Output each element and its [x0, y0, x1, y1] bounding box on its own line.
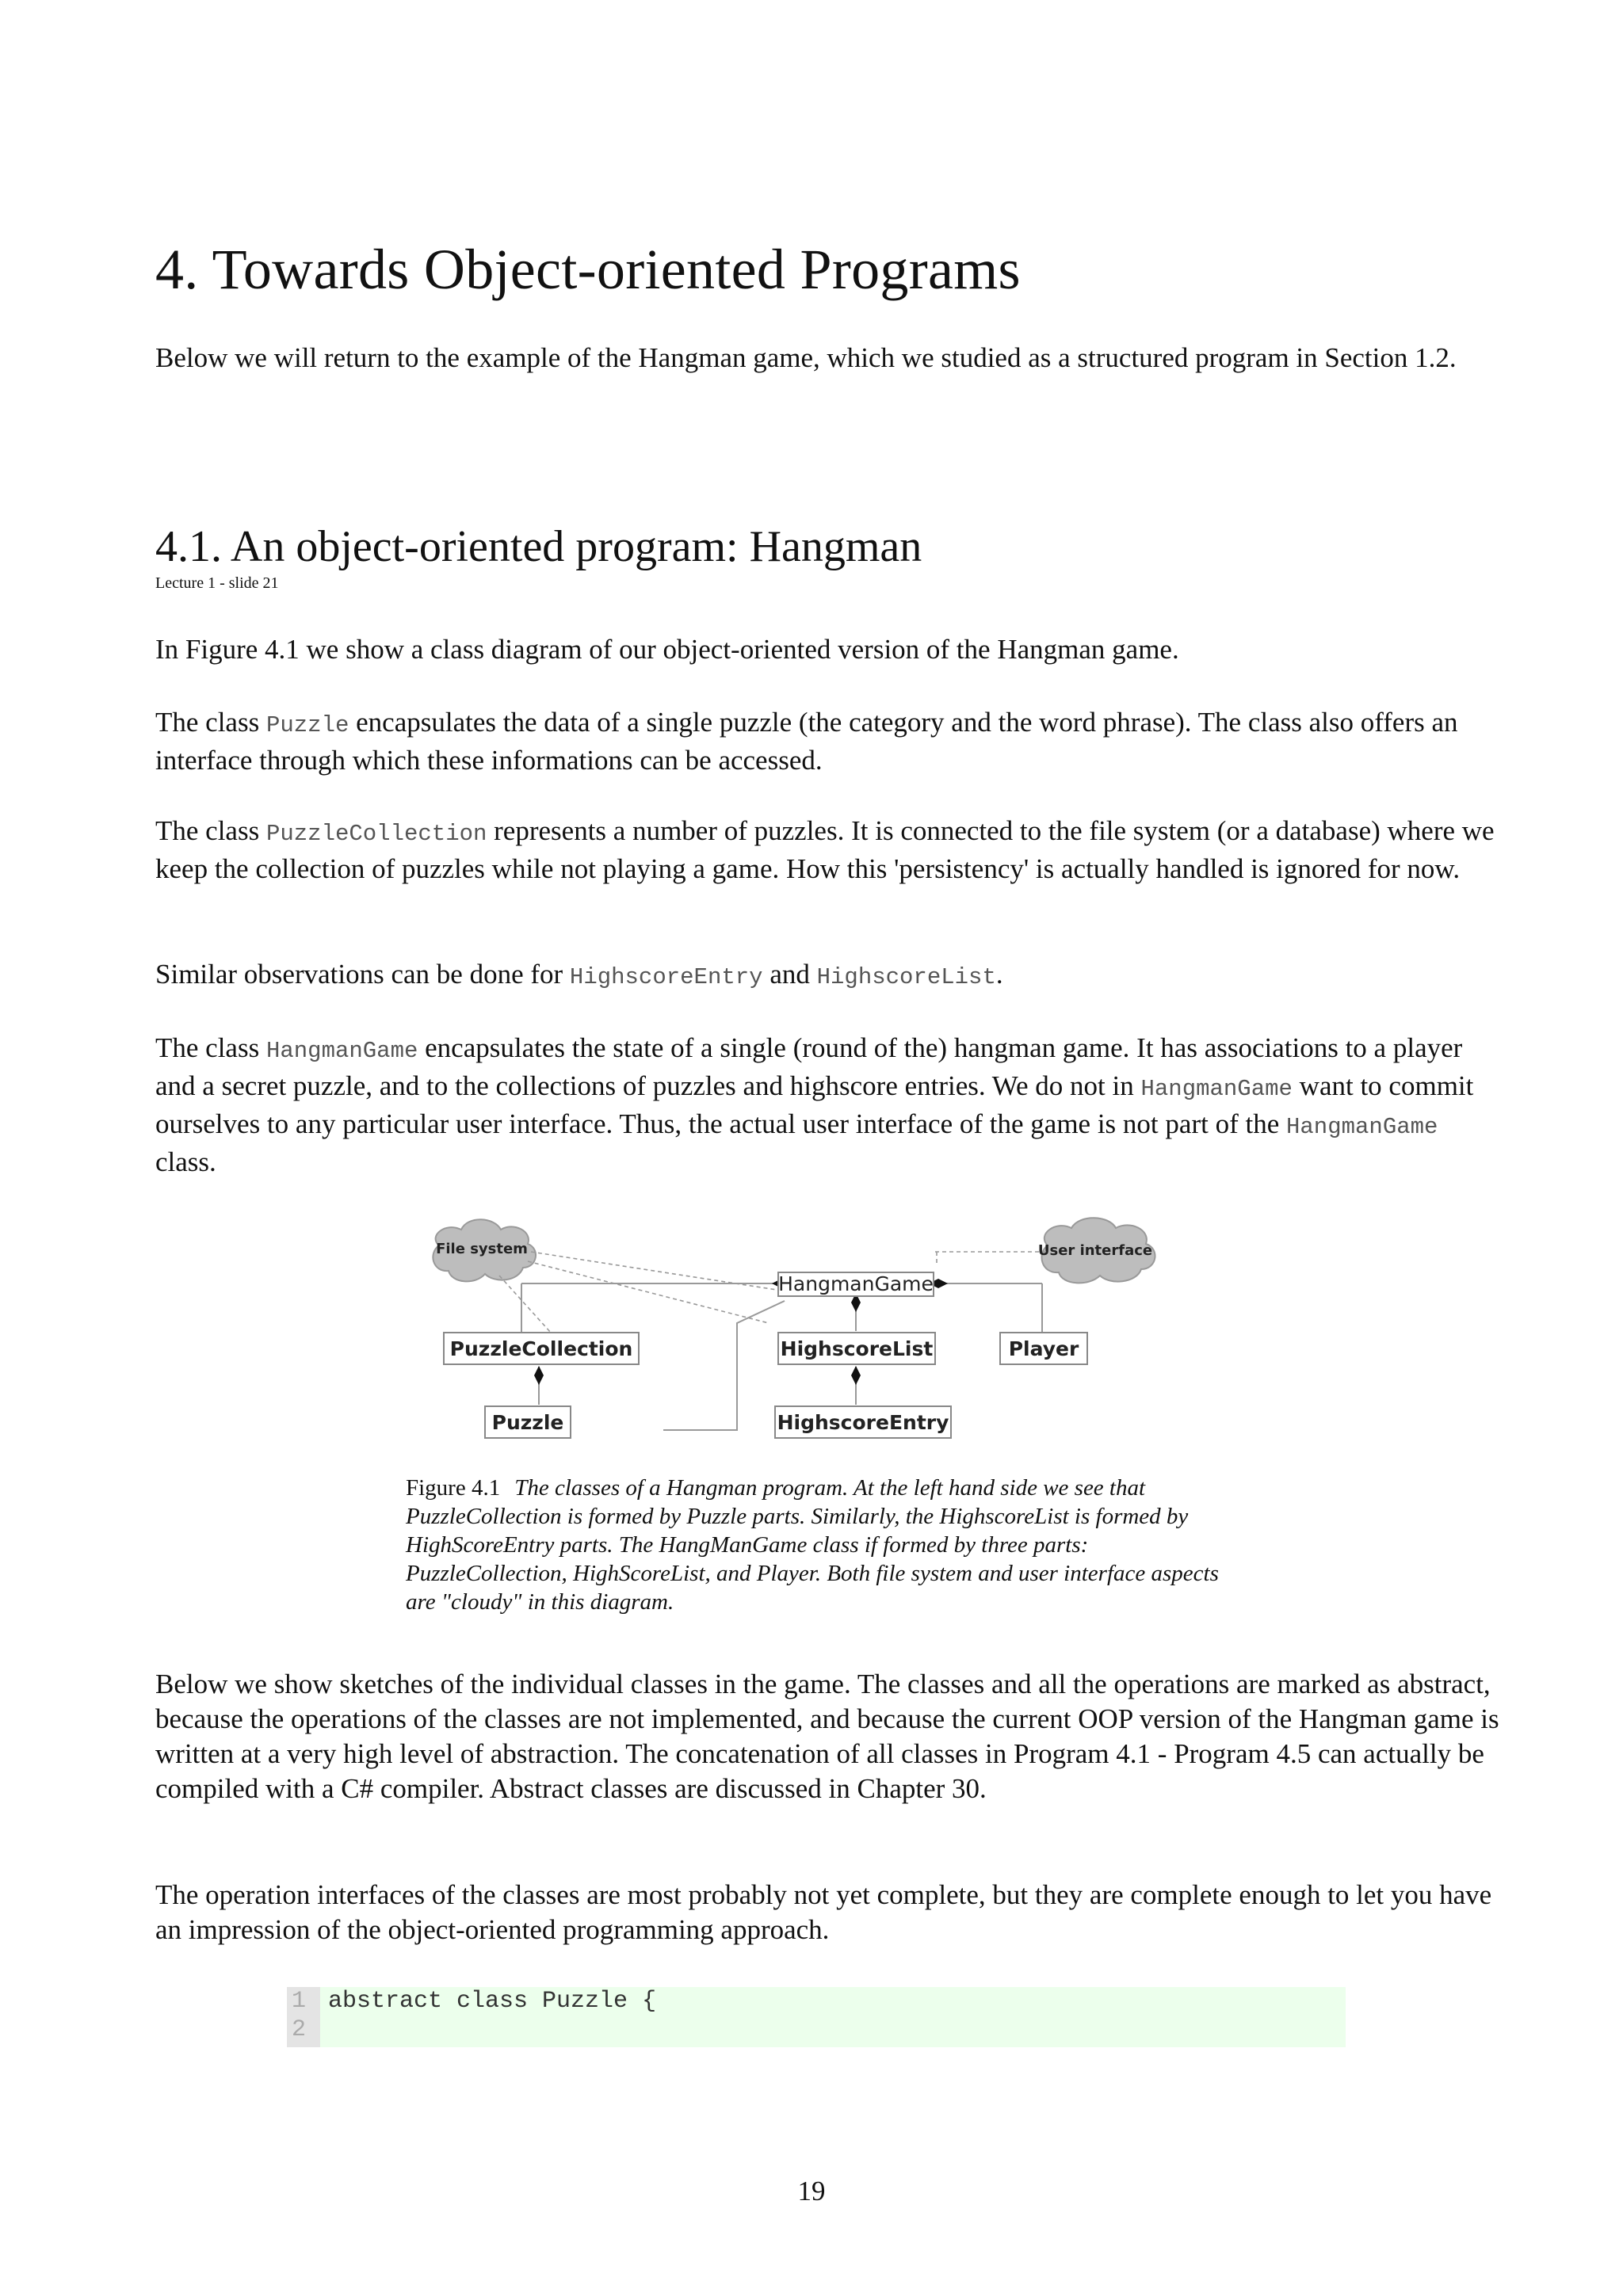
text-run: class. [155, 1146, 216, 1177]
user-interface-cloud [1038, 1218, 1155, 1283]
class-player [1000, 1333, 1087, 1364]
class-hangman-game-label: HangmanGame [778, 1272, 934, 1295]
figure-caption-label: Figure 4.1 [406, 1475, 501, 1501]
section-title: 4.1. An object-oriented program: Hangman [155, 522, 922, 571]
paragraph-hangman-game [155, 1031, 1503, 1180]
class-player-label: Player [1008, 1337, 1079, 1360]
paragraph-figure-intro: In Figure 4.1 we show a class diagram of our object-oriented version of the Hangman game. [155, 634, 1179, 665]
class-hangman-game [778, 1272, 934, 1296]
user-interface-label: User interface [1037, 1242, 1153, 1259]
text-run: and [762, 959, 817, 990]
file-system-label: File system [436, 1241, 528, 1257]
text-run: The class [155, 1032, 266, 1063]
text-run: The class [155, 815, 266, 846]
class-puzzle-label: Puzzle [491, 1411, 564, 1434]
code-highscore-entry: HighscoreEntry [569, 964, 763, 990]
code-hangman-game: HangmanGame [1286, 1114, 1438, 1140]
paragraph-puzzle [155, 705, 1503, 778]
paragraph-operation-interfaces: The operation interfaces of the classes are most probably not yet complete, but they are complete enough to let you have an impression of the object-oriented programming approach. [155, 1879, 1492, 1945]
class-puzzle [485, 1406, 571, 1438]
code-hangman-game: HangmanGame [265, 1038, 418, 1064]
class-highscore-list [778, 1333, 935, 1364]
text-run: encapsulates the state of a single (round of the) hangman game. It has associations to a player and a secret puzzle, and to the collections of puzzles and highscore entries. We do not in [155, 1032, 1463, 1101]
paragraph-class-sketches: Below we show sketches of the individual classes in the game. The classes and all the operations are marked as abstract, because the operations of the classes are not implemented, and because the current OOP version of the Hangman game is written at a very high level of abstraction. The concatenation of all classes in Program 4.1 - Program 4.5 can actually be compiled with a C# compiler. Abstract classes are discussed in Chapter 30. [155, 1669, 1499, 1804]
text-run: encapsulates the data of a single puzzle (the category and the word phrase). The class also offers an interface through which these informations can be accessed. [155, 707, 1458, 776]
class-diagram [412, 1212, 1228, 1466]
class-puzzle-collection [444, 1333, 639, 1364]
file-system-cloud [433, 1219, 536, 1281]
code-puzzle-collection: PuzzleCollection [265, 821, 487, 847]
class-highscore-entry [775, 1406, 951, 1438]
chapter-title: 4. Towards Object-oriented Programs [155, 238, 1021, 301]
paragraph-puzzle-collection [155, 814, 1503, 887]
dashed-connections [499, 1252, 1046, 1333]
lecture-slide-reference: Lecture 1 - slide 21 [155, 574, 279, 592]
text-run: . [995, 959, 1003, 990]
code-highscore-list: HighscoreList [816, 964, 996, 990]
class-highscore-list-label: HighscoreList [780, 1337, 934, 1360]
text-run: Similar observations can be done for [155, 959, 570, 990]
figure-caption [406, 1474, 1246, 1616]
code-puzzle: Puzzle [265, 712, 349, 738]
text-run: want to commit ourselves to any particular user interface. Thus, the actual user interface of the game is not part of the [155, 1070, 1474, 1139]
code-listing [287, 1987, 1346, 2047]
class-puzzle-collection-label: PuzzleCollection [449, 1337, 633, 1360]
page-number: 19 [797, 2176, 826, 2206]
code-line: abstract class Puzzle { [328, 1988, 657, 2015]
intro-paragraph: Below we will return to the example of the Hangman game, which we studied as a structured program in Section 1.2. [155, 342, 1457, 373]
text-run: represents a number of puzzles. It is connected to the file system (or a database) where we keep the collection of puzzles while not playing a game. How this 'persistency' is actually handled is ignored for now. [155, 815, 1495, 884]
line-number: 2 [292, 2016, 307, 2043]
class-highscore-entry-label: HighscoreEntry [777, 1411, 949, 1434]
line-number: 1 [292, 1988, 307, 2015]
line-number-gutter [287, 1987, 320, 2047]
text-run: The class [155, 707, 266, 738]
figure-caption-text: The classes of a Hangman program. At the left hand side we see that PuzzleCollection is formed by Puzzle parts. Similarly, the HighscoreList is formed by HighScoreEntry parts. The HangManGame class if formed by three parts: PuzzleCollection, HighScoreList, and Player. Both file system and user interface aspects are "cloudy" in this diagram. [406, 1475, 1219, 1615]
code-hangman-game: HangmanGame [1140, 1076, 1293, 1102]
paragraph-highscore [155, 957, 1503, 995]
